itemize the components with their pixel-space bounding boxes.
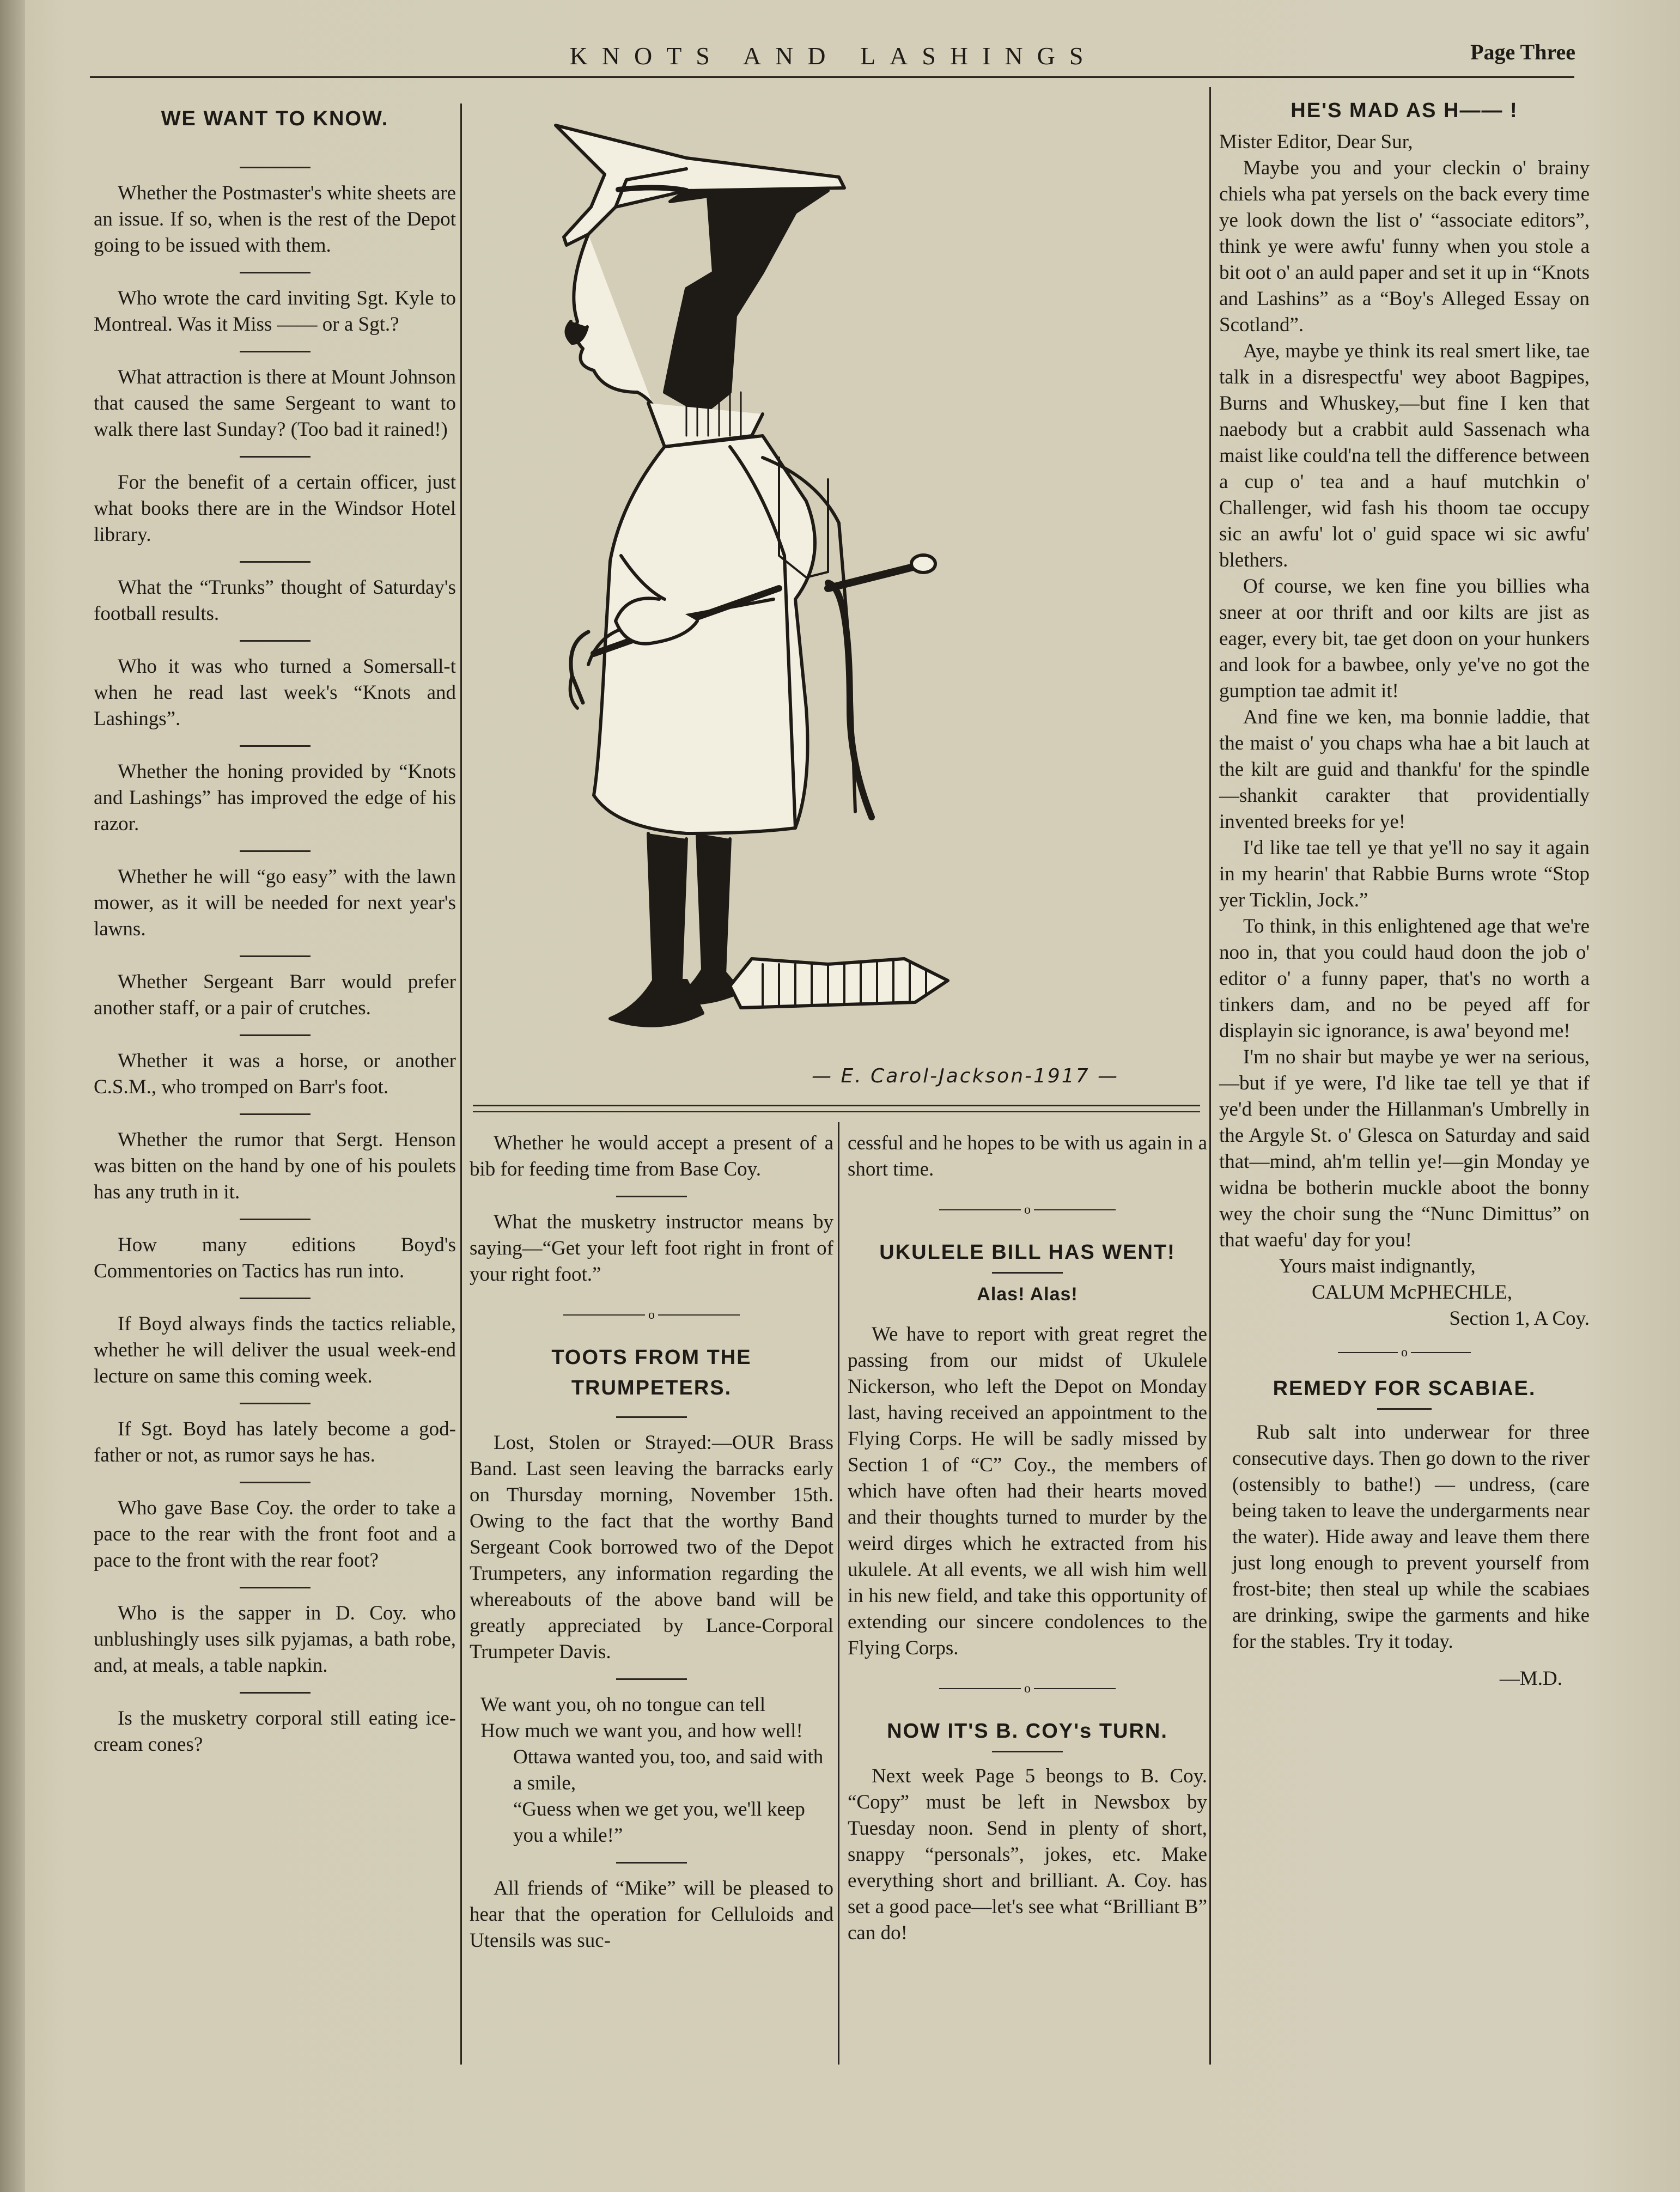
- list-item: How many editions Boyd's Commentories on Tactics has run into.: [94, 1234, 456, 1282]
- list-item: What the “Trunks” thought of Saturday's football results.: [94, 576, 456, 625]
- letter-paragraph: Aye, maybe ye think its real smert like, tae talk in a disrespectfu' wey aboot Bagpipes, Burns and Whuskey,—but fine I ken that naebody but a crabbit auld Sassenach wha maist like could'na tell the difference between a cup o' tea and a hauf mutchkin o' Challenger, wid fash his thoom tae occupy sic an awfu' lot o' guid space wi sic awfu' blethers.: [1219, 340, 1590, 571]
- divider: [240, 745, 311, 747]
- b-coy-body: Next week Page 5 beongs to B. Coy. “Copy” must be left in Newsbox by Tuesday noon. Send in plenty of short, snappy “personals”, jokes, etc. Make everything short and brilliant. A. Coy. has set a good pace—let's see what “Brilliant B” can do!: [848, 1765, 1207, 1944]
- letter-paragraph: Maybe you and your cleckin o' brainy chiels wha pat yersels on the back every time ye look down the list o' “associate editors”, think ye were awfu' funny when you stole a bit oot o' an auld paper and set it up in “Knots and Lashins” as a “Boy's Alleged Essay on Scotland”.: [1219, 157, 1590, 336]
- list-item: Who it was who turned a Somersall-t when he read last week's “Knots and Lashings”.: [94, 655, 456, 730]
- list-item: Whether the Postmaster's white sheets are an issue. If so, when is the rest of the Depot going to be issued with them.: [94, 182, 456, 257]
- list-item: Whether the honing provided by “Knots and Lashings” has improved the edge of his razor.: [94, 760, 456, 835]
- toots-body: Lost, Stolen or Strayed:—OUR Brass Band. Last seen leaving the barracks early on Thursday morning, November 15th. Owing to the fact that the worthy Band Sergeant Cook borrowed two of the Depot Trumpeters, any information regarding the whereabouts of the above band will be greatly appreciated by Lance-Corporal Trumpeter Davis.: [470, 1432, 833, 1663]
- list-item: If Boyd always finds the tactics reliable, whether he will deliver the usual week-end lecture on same this coming week.: [94, 1313, 456, 1387]
- divider: [240, 955, 311, 957]
- divider: [240, 1403, 311, 1404]
- we-want-to-know-heading: WE WANT TO KNOW.: [161, 107, 389, 130]
- column-rule-1: [460, 103, 462, 2065]
- verse-line: How much we want you, and how well!: [480, 1720, 803, 1742]
- divider: [240, 1587, 311, 1588]
- list-item: Whether it was a horse, or another C.S.M., who tromped on Barr's foot.: [94, 1050, 456, 1098]
- list-item: Whether he would accept a present of a bib for feeding time from Base Coy.: [470, 1132, 833, 1180]
- verse-line: “Guess when we get you, we'll keep you a while!”: [513, 1798, 805, 1847]
- divider: [616, 1416, 687, 1418]
- letter-signature: CALUM McPHECHLE,: [1312, 1281, 1512, 1304]
- list-item: For the benefit of a certain officer, just what books there are in the Windsor Hotel library.: [94, 471, 456, 546]
- divider: [992, 1272, 1063, 1274]
- letter-paragraph: To think, in this enlightened age that we're noo in, that you could haud doon the job o' editor o' a funny paper, that's no worth a tinkers dam, and no be peyed aff for displayin sic ignorance, is awa' beyond me!: [1219, 915, 1590, 1042]
- o-divider: o: [848, 1197, 1207, 1223]
- o-divider: o: [1219, 1339, 1590, 1366]
- divider: [240, 1298, 311, 1299]
- toots-heading: TOOTS FROM THE TRUMPETERS.: [551, 1346, 752, 1399]
- column-rule-3: [1209, 87, 1211, 2065]
- column-mad-as-h: [1219, 95, 1590, 1692]
- scabiae-heading: REMEDY FOR SCABIAE.: [1273, 1377, 1536, 1400]
- divider: [616, 1196, 687, 1197]
- list-item: Whether he will “go easy” with the lawn mower, as it will be needed for next year's lawns.: [94, 866, 456, 940]
- list-item: Who gave Base Coy. the order to take a pace to the rear with the front foot and a pace to the front with the rear foot?: [94, 1497, 456, 1572]
- letter-paragraph: And fine we ken, ma bonnie laddie, that the maist o' you chaps wha hae a bit lauch at the kilt are guid and thankfu' for the spindle—shankit carakter that providentially invented breeks for ye!: [1219, 706, 1590, 833]
- list-item: Whether the rumor that Sergt. Henson was bitten on the hand by one of his poulets has any truth in it.: [94, 1129, 456, 1203]
- list-item: Is the musketry corporal still eating ice-cream cones?: [94, 1707, 456, 1756]
- divider: [1377, 1408, 1432, 1410]
- column-two: [470, 1130, 833, 1954]
- page-spine: [0, 0, 25, 2192]
- cartoon-rule-2: [473, 1111, 1200, 1112]
- divider: [240, 272, 311, 273]
- divider: [240, 640, 311, 642]
- letter-unit: Section 1, A Coy.: [1449, 1307, 1590, 1330]
- verse-line: We want you, oh no tongue can tell: [480, 1694, 766, 1716]
- letter-paragraph: I'd like tae tell ye that ye'll no say it again in my hearin' that Rabbie Burns wrote “Stop yer Ticklin, Jock.”: [1219, 837, 1590, 911]
- divider: [616, 1862, 687, 1864]
- masthead: [93, 38, 1574, 76]
- verse-line: Ottawa wanted you, too, and said with a smile,: [513, 1746, 824, 1794]
- divider: [240, 351, 311, 352]
- verse: [470, 1692, 833, 1849]
- ukulele-body: We have to report with great regret the passing from our midst of Ukulele Nickerson, who left the Depot on Monday last, having received an appointment to the Flying Corps. He will be sadly missed by Section 1 of “C” Coy., the members of which have often had their hearts moved and their thoughts turned to murder by the weird dirges which he extracted from his ukulele. At all events, we all wish him well in his new field, and take this opportunity of extending our sincere condolences to the Flying Corps.: [848, 1323, 1207, 1659]
- divider: [240, 1482, 311, 1483]
- divider: [240, 1034, 311, 1036]
- mike-paragraph: All friends of “Mike” will be pleased to hear that the operation for Celluloids and Utensils was suc-: [470, 1877, 833, 1952]
- divider: [240, 456, 311, 458]
- ukulele-subheading: Alas! Alas!: [977, 1284, 1078, 1305]
- o-divider: o: [470, 1302, 833, 1328]
- cartoon-credit: — E. Carol-Jackson-1917 —: [812, 1065, 1119, 1087]
- list-item: If Sgt. Boyd has lately become a god-father or not, as rumor says he has.: [94, 1418, 456, 1466]
- divider: [992, 1751, 1063, 1752]
- ukulele-heading: UKULELE BILL HAS WENT!: [879, 1241, 1176, 1264]
- column-three: [848, 1130, 1207, 1946]
- column-we-want-to-know: [94, 103, 456, 1758]
- officer-caricature-illustration: [523, 109, 1133, 1068]
- mike-continued: cessful and he hopes to be with us again in a short time.: [848, 1132, 1207, 1180]
- masthead-rule: [90, 76, 1574, 78]
- scabiae-signature: —M.D.: [1499, 1667, 1562, 1690]
- divider: [240, 167, 311, 168]
- scabiae-body: Rub salt into underwear for three consecutive days. Then go down to the river (ostensibly to bathe!) — undress, (care being taken to leave the undergarments near the water). Hide away and leave them there just long enough to prevent yourself from frost-bite; then steal up while the scabiaes are drinking, swipe the garments and hike for the stables. Try it today.: [1232, 1421, 1590, 1653]
- page-number: Page Three: [1470, 40, 1575, 64]
- cartoon-rule: [473, 1105, 1200, 1106]
- divider: [240, 850, 311, 852]
- list-item: Who wrote the card inviting Sgt. Kyle to Montreal. Was it Miss —— or a Sgt.?: [94, 287, 456, 336]
- list-item: What the musketry instructor means by saying—“Get your left foot right in front of your right foot.”: [470, 1211, 833, 1286]
- list-item: Who is the sapper in D. Coy. who unblushingly uses silk pyjamas, a bath robe, and, at meals, a table napkin.: [94, 1602, 456, 1677]
- b-coy-heading: NOW IT'S B. COY's TURN.: [887, 1720, 1168, 1743]
- divider: [240, 1113, 311, 1115]
- letter-paragraph: Of course, we ken fine you billies wha sneer at oor thrift and oor kilts are jist as eager, every bit, tae get doon on your hunkers and look for a bawbee, only ye've no got the gumption tae admit it!: [1219, 575, 1590, 702]
- mad-as-h-heading: HE'S MAD AS H—— !: [1291, 99, 1518, 122]
- letter-closing: Yours maist indignantly,: [1279, 1255, 1476, 1277]
- divider: [616, 1678, 687, 1680]
- list-item: Whether Sergeant Barr would prefer another staff, or a pair of crutches.: [94, 971, 456, 1019]
- divider: [240, 561, 311, 563]
- salutation: Mister Editor, Dear Sur,: [1219, 131, 1413, 153]
- letter-paragraph: I'm no shair but maybe ye wer na serious,—but if ye were, I'd like tae tell ye that if ye'd been under the Hillanman's Umbrelly in the Argyle St. o' Glesca on Saturday and said that—mind, ah'm tellin ye!—gin Monday ye widna be botherin muckle aboot the bonny wey the choir sung the “Nunc Dimittus” on that waefu' day for you!: [1219, 1046, 1590, 1251]
- column-rule-2: [838, 1122, 839, 2065]
- masthead-title: KNOTS AND LASHINGS: [569, 42, 1098, 70]
- o-divider: o: [848, 1676, 1207, 1702]
- list-item: What attraction is there at Mount Johnson that caused the same Sergeant to want to walk there last Sunday? (Too bad it rained!): [94, 366, 456, 441]
- divider: [240, 1219, 311, 1220]
- divider: [240, 1692, 311, 1694]
